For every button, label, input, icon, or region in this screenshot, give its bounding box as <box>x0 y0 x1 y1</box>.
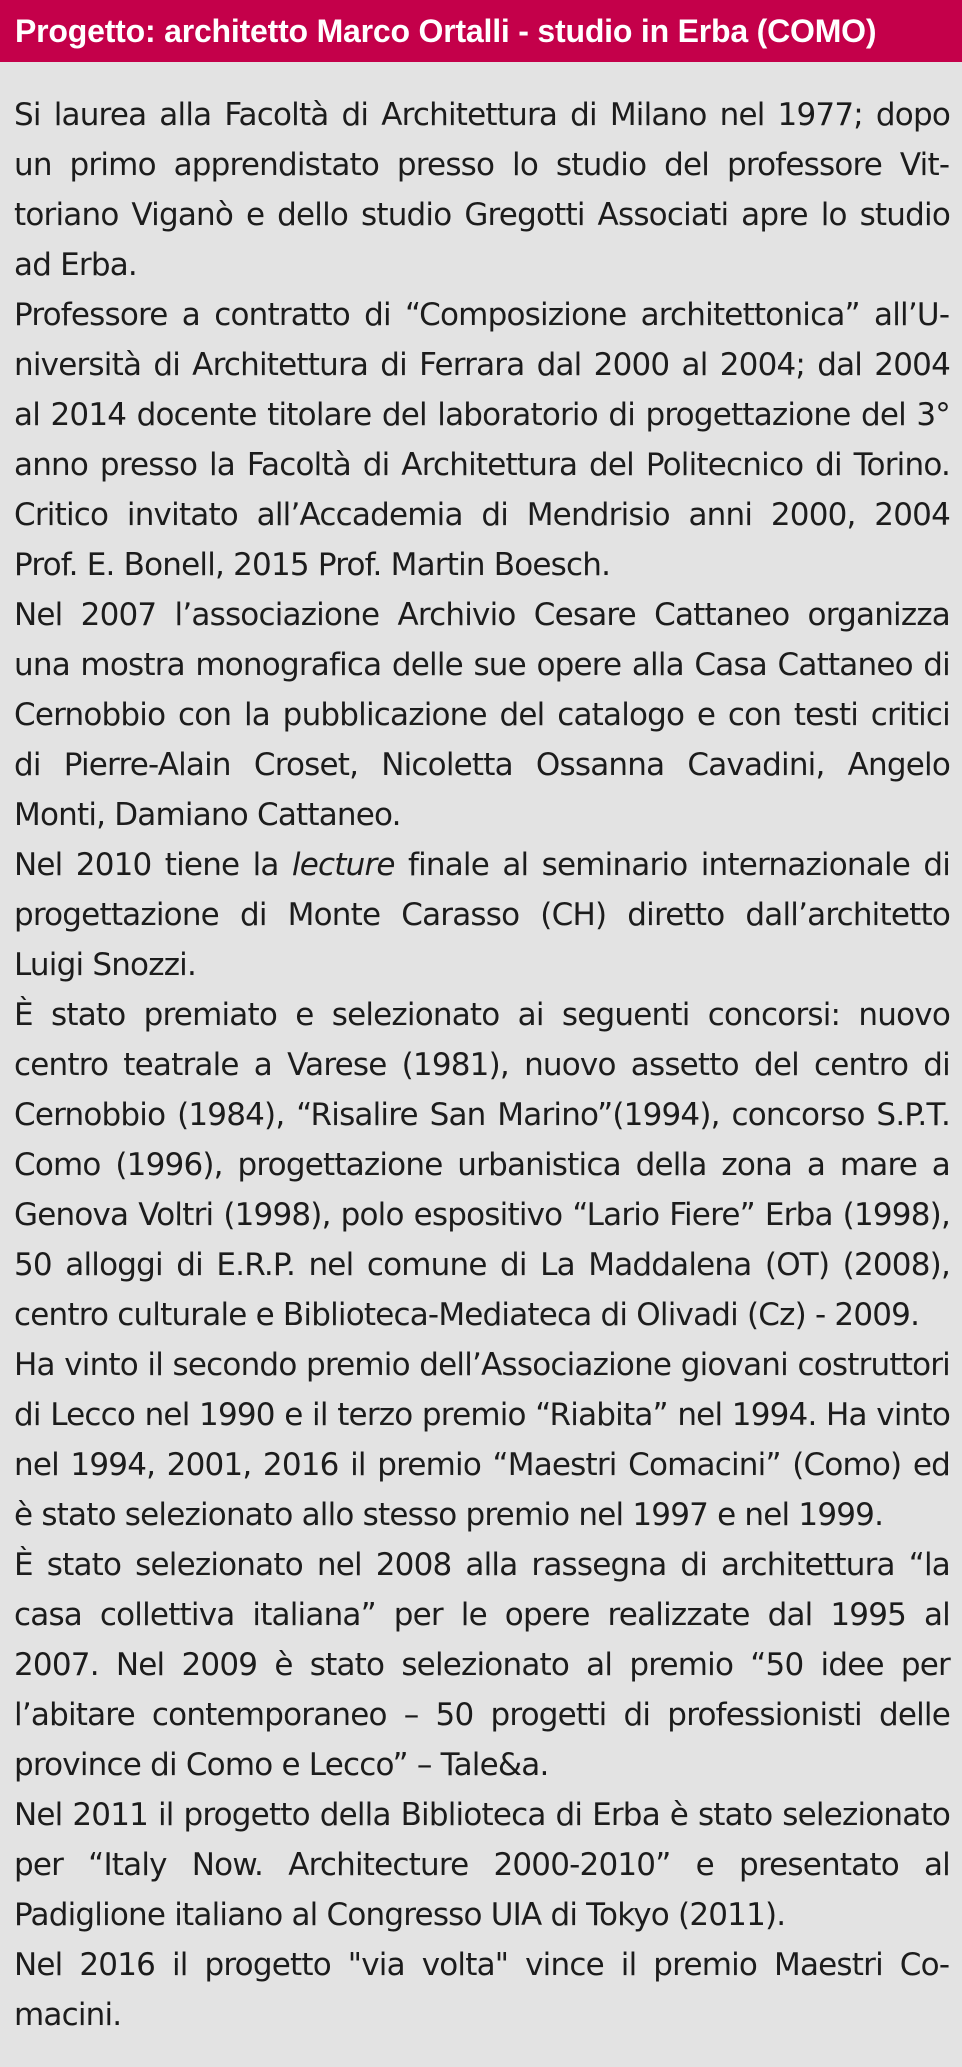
bio-paragraph-awards: Ha vinto il secondo premio dell’Associazione giovani costruttori di Lecco nel 1990 e il terzo premio “Riabita” nel 1994. Ha vinto nel 1994, 2001, 2016 il premio “Maestri Comacini” (Como) ed è stato selezionato allo stesso premio nel 1997 e nel 1999. <box>14 1347 950 1533</box>
bio-paragraph-teaching: Professore a contratto di “Composizione architettonica” all’Università di Architettura di Ferrara dal 2000 al 2004; dal 2004 al 2014 docente titolare del laboratorio di progettazione del 3° anno presso la Facoltà di Architettura del Politecnico di Torino. Critico invitato all’Accademia di Mendrisio anni 2000, 2004 Prof. E. Bonell, 2015 Prof. Martin Boesch. <box>14 297 950 583</box>
page-title: Progetto: architetto Marco Ortalli - studio in Erba (COMO) <box>15 12 877 49</box>
bio-paragraph-selections: È stato selezionato nel 2008 alla rassegna di architettura “la casa collettiva italiana” per le opere realizzate dal 1995 al 2007. Nel 2009 è stato selezionato al premio “50 idee per l’abitare contemporaneo – 50 progetti di professionisti delle province di Como e Lecco” – Tale&a. <box>14 1547 950 1783</box>
bio-paragraph-lecture <box>14 840 950 990</box>
bio-paragraph-italy-now: Nel 2011 il progetto della Biblioteca di Erba è stato selezionato per “Italy Now. Architecture 2000-2010” e presentato al Padiglione italiano al Congresso UIA di Tokyo (2011). <box>14 1797 950 1933</box>
lecture-text-before: Nel 2010 tiene la <box>14 847 292 883</box>
bio-paragraph-exhibition: Nel 2007 l’associazione Archivio Cesare Cattaneo organizza una mostra monografica delle sue opere alla Casa Cattaneo di Cernobbio con la pubblicazione del catalogo e con testi critici di Pierre-Alain Croset, Nicoletta Ossanna Cavadini, Angelo Monti, Damiano Cattaneo. <box>14 597 950 833</box>
biography-text <box>14 90 950 2040</box>
header-bar <box>0 0 962 62</box>
bio-paragraph-competitions: È stato premiato e selezionato ai seguenti concorsi: nuovo centro teatrale a Varese (1981), nuovo assetto del centro di Cernobbio (1984), “Risalire San Marino”(1994), concorso S.P.T. Como (1996), progettazione urbanistica della zona a mare a Genova Voltri (1998), polo espositivo “Lario Fiere” Erba (1998), 50 alloggi di E.R.P. nel comune di La Maddalena (OT) (2008), centro culturale e Biblioteca-Mediateca di Olivadi (Cz) - 2009. <box>14 997 950 1333</box>
bio-paragraph-education: Si laurea alla Facoltà di Architettura di Milano nel 1977; dopo un primo apprendistato presso lo studio del professore Vittoriano Viganò e dello studio Gregotti Associati apre lo studio ad Erba. <box>14 97 950 283</box>
bio-paragraph-via-volta: Nel 2016 il progetto "via volta" vince il premio Maestri Comacini. <box>14 1947 950 2033</box>
lecture-text-after: finale al seminario internazionale di progettazione di Monte Carasso (CH) diretto dall’architetto Luigi Snozzi. <box>14 847 951 983</box>
lecture-emphasis: lecture <box>291 847 395 883</box>
